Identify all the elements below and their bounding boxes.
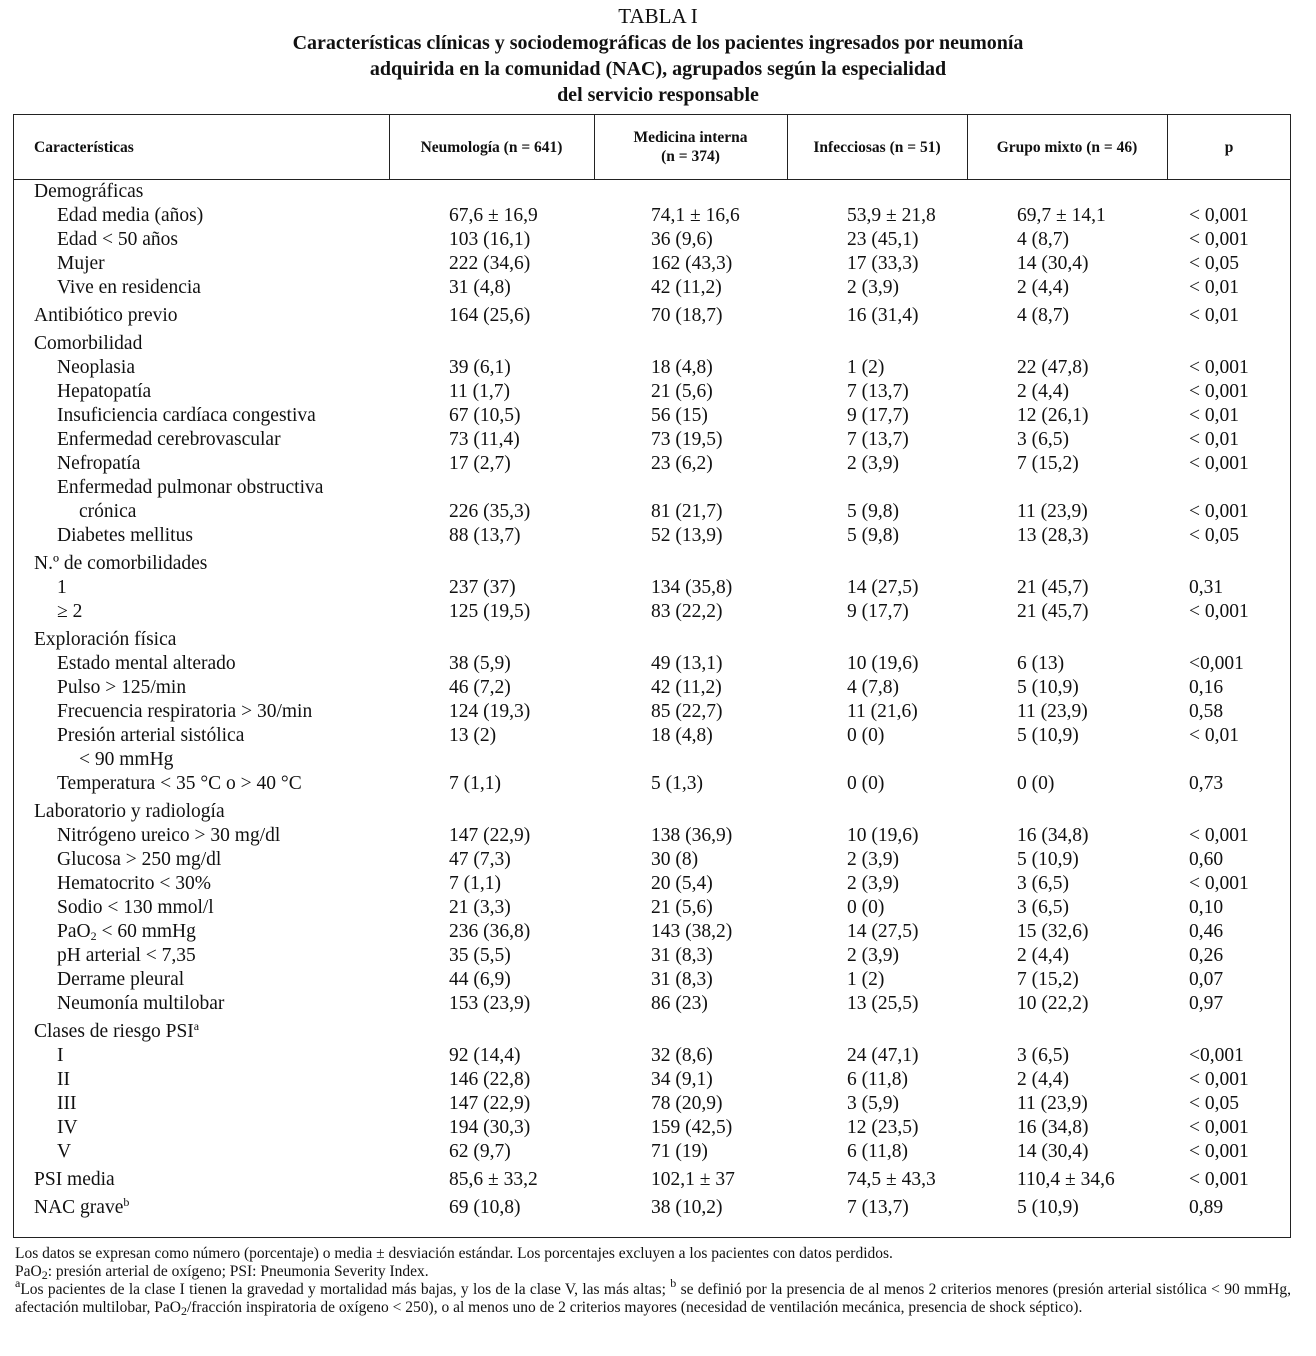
header-p: p (1224, 138, 1234, 156)
table-cell: 73 (11,4) (449, 429, 520, 450)
table-row (13, 800, 1291, 824)
row-label: Neoplasia (57, 357, 135, 378)
table-cell: 14 (30,4) (1017, 253, 1089, 274)
table-cell: 20 (5,4) (651, 873, 713, 894)
table-cell: 70 (18,7) (651, 305, 723, 326)
row-label: Antibiótico previo (34, 305, 178, 326)
table-row (13, 700, 1291, 724)
row-label: I (57, 1045, 64, 1066)
table-cell: 2 (4,4) (1017, 945, 1069, 966)
footnote-line: $^a$Los pacientes de la clase I tienen la gravedad y mortalidad más bajas, y los de la clase V, las más altas; $^b$ se definió por la presencia de al menos 2 criterios menores (presión arterial sistólica < 90 mmHg, afectación multilobar, PaO$_2$/fracción inspiratoria de oxígeno < 250), o al menos uno de 2 criterios mayores (necesidad de ventilación mecánica, presencia de shock séptico). (15, 1276, 1291, 1318)
table-cell: 138 (36,9) (651, 825, 733, 846)
table-row (13, 1168, 1291, 1192)
table-cell: 56 (15) (651, 405, 708, 426)
header-medicina-line: (n = 374) (661, 148, 720, 165)
table-cell: 13 (25,5) (847, 993, 919, 1014)
table-cell: 7 (1,1) (449, 773, 501, 794)
table-row (13, 824, 1291, 848)
row-label: PaO$_2$ < 60 mmHg (57, 921, 196, 943)
table-row (13, 1020, 1291, 1044)
table-row (13, 552, 1291, 576)
table-cell: 73 (19,5) (651, 429, 723, 450)
table-row (13, 772, 1291, 796)
row-label: Enfermedad cerebrovascular (57, 429, 281, 450)
table-cell: < 0,05 (1189, 1093, 1239, 1114)
table-cell: 12 (23,5) (847, 1117, 919, 1138)
table-row (13, 652, 1291, 676)
row-label: Clases de riesgo PSI$^a$ (34, 1019, 200, 1042)
table-row (13, 1196, 1291, 1220)
table-cell: 13 (28,3) (1017, 525, 1089, 546)
table-cell: 6 (11,8) (847, 1069, 909, 1090)
table-row (13, 968, 1291, 992)
table-cell: 124 (19,3) (449, 701, 531, 722)
row-label: crónica (79, 501, 137, 522)
table-row (13, 1068, 1291, 1092)
table-cell: 67 (10,5) (449, 405, 521, 426)
header-medicina-line: Medicina interna (633, 129, 748, 146)
table-cell: 78 (20,9) (651, 1093, 723, 1114)
row-label: II (57, 1069, 70, 1090)
row-label: Exploración física (34, 629, 177, 650)
row-label: Enfermedad pulmonar obstructiva (57, 477, 324, 498)
table-cell: 5 (10,9) (1017, 849, 1079, 870)
table-cell: 0,73 (1189, 773, 1224, 794)
table-cell: < 0,001 (1189, 357, 1249, 378)
row-label: Frecuencia respiratoria > 30/min (57, 701, 313, 722)
table-cell: < 0,05 (1189, 525, 1239, 546)
table-cell: 32 (8,6) (651, 1045, 713, 1066)
table-row (13, 896, 1291, 920)
table-cell: 92 (14,4) (449, 1045, 521, 1066)
table-cell: 13 (2) (449, 725, 497, 746)
row-label: Derrame pleural (57, 969, 185, 990)
table-cell: 1 (2) (847, 969, 885, 990)
row-label: Nitrógeno ureico > 30 mg/dl (57, 825, 281, 846)
row-label: Estado mental alterado (57, 653, 236, 674)
table-cell: 0,89 (1189, 1197, 1224, 1218)
table-row (13, 600, 1291, 624)
table-cell: 5 (10,9) (1017, 677, 1079, 698)
table-cell: 11 (23,9) (1017, 701, 1088, 722)
table-cell: 7 (15,2) (1017, 969, 1079, 990)
table-row (13, 276, 1291, 300)
table-cell: 42 (11,2) (651, 677, 722, 698)
table-row (13, 628, 1291, 652)
table-cell: 2 (4,4) (1017, 381, 1069, 402)
header-grupo-mixto: Grupo mixto (n = 46) (996, 138, 1138, 156)
table-row (13, 180, 1291, 204)
row-label: Edad media (años) (57, 205, 204, 226)
row-label: Hepatopatía (57, 381, 152, 402)
table-cell: 0 (0) (1017, 773, 1055, 794)
table-cell: 71 (19) (651, 1141, 708, 1162)
table-cell: 49 (13,1) (651, 653, 723, 674)
table-cell: 3 (6,5) (1017, 429, 1069, 450)
table-row (13, 228, 1291, 252)
row-label: pH arterial < 7,35 (57, 945, 196, 966)
table-row (13, 356, 1291, 380)
table-row (13, 1140, 1291, 1164)
table-cell: 12 (26,1) (1017, 405, 1089, 426)
table-cell: 69,7 ± 14,1 (1017, 205, 1106, 226)
table-cell: 0,10 (1189, 897, 1224, 918)
table-row (13, 332, 1291, 356)
table-cell: 23 (45,1) (847, 229, 919, 250)
table-cell: 18 (4,8) (651, 725, 713, 746)
row-label: Mujer (57, 253, 105, 274)
table-cell: 3 (6,5) (1017, 873, 1069, 894)
table-cell: < 0,001 (1189, 1141, 1249, 1162)
table-cell: 38 (5,9) (449, 653, 511, 674)
footnote-line: Los datos se expresan como número (porcentaje) o media ± desviación estándar. Los porcentajes excluyen a los pacientes con datos perdidos. (15, 1245, 893, 1262)
table-cell: 53,9 ± 21,8 (847, 205, 936, 226)
table-cell: 24 (47,1) (847, 1045, 919, 1066)
table-row (13, 476, 1291, 500)
table-cell: < 0,001 (1189, 1169, 1249, 1190)
table-cell: 5 (10,9) (1017, 725, 1079, 746)
table-cell: 69 (10,8) (449, 1197, 521, 1218)
table-cell: 3 (6,5) (1017, 897, 1069, 918)
row-label: IV (57, 1117, 78, 1138)
row-label: PSI media (34, 1169, 115, 1190)
row-label: ≥ 2 (57, 601, 83, 622)
table-cell: 5 (9,8) (847, 501, 899, 522)
table-cell: 103 (16,1) (449, 229, 531, 250)
table-cell: 237 (37) (449, 577, 516, 598)
row-label: Nefropatía (57, 453, 141, 474)
row-label: Edad < 50 años (57, 229, 178, 250)
table-cell: <0,001 (1189, 1045, 1244, 1066)
row-label: III (57, 1093, 77, 1114)
table-cell: 125 (19,5) (449, 601, 531, 622)
table-cell: 21 (45,7) (1017, 577, 1089, 598)
table-cell: 62 (9,7) (449, 1141, 511, 1162)
table-cell: 88 (13,7) (449, 525, 521, 546)
table-row (13, 576, 1291, 600)
table-cell: 38 (10,2) (651, 1197, 723, 1218)
row-label: NAC grave$^b$ (34, 1195, 130, 1218)
table-row (13, 872, 1291, 896)
header-characteristics: Características (34, 138, 134, 156)
table-row (13, 524, 1291, 548)
row-label: Pulso > 125/min (57, 677, 187, 698)
row-label: Glucosa > 250 mg/dl (57, 849, 222, 870)
table-cell: 7 (13,7) (847, 381, 909, 402)
row-label: Demográficas (34, 181, 144, 202)
table-cell: 7 (15,2) (1017, 453, 1079, 474)
header-neumologia: Neumología (n = 641) (420, 138, 563, 156)
table-cell: 36 (9,6) (651, 229, 713, 250)
table-cell: 46 (7,2) (449, 677, 511, 698)
table-cell: 0,07 (1189, 969, 1224, 990)
table-cell: 81 (21,7) (651, 501, 723, 522)
table-cell: 0,60 (1189, 849, 1224, 870)
table-row (13, 404, 1291, 428)
table-cell: 39 (6,1) (449, 357, 511, 378)
table-cell: 47 (7,3) (449, 849, 511, 870)
table-body (13, 180, 1291, 1220)
table-cell: 17 (2,7) (449, 453, 511, 474)
table-cell: 4 (8,7) (1017, 229, 1069, 250)
table-cell: 143 (38,2) (651, 921, 733, 942)
table-cell: 85 (22,7) (651, 701, 723, 722)
table-cell: < 0,01 (1189, 429, 1239, 450)
table-cell: 11 (1,7) (449, 381, 511, 402)
table-cell: 153 (23,9) (449, 993, 531, 1014)
row-label: N.º de comorbilidades (34, 553, 208, 574)
table-row (13, 724, 1291, 748)
table-cell: 34 (9,1) (651, 1069, 713, 1090)
table-cell: < 0,001 (1189, 825, 1249, 846)
table-cell: 159 (42,5) (651, 1117, 733, 1138)
table-cell: 164 (25,6) (449, 305, 531, 326)
table-cell: 16 (31,4) (847, 305, 919, 326)
table-row (13, 452, 1291, 476)
table-cell: 147 (22,9) (449, 1093, 531, 1114)
table-title-line: Características clínicas y sociodemográficas de los pacientes ingresados por neumonía (292, 32, 1024, 54)
table-row (13, 992, 1291, 1016)
table-row (13, 204, 1291, 228)
table-cell: 2 (3,9) (847, 453, 899, 474)
table-cell: 14 (30,4) (1017, 1141, 1089, 1162)
row-label: Diabetes mellitus (57, 525, 193, 546)
table-cell: 0,97 (1189, 993, 1224, 1014)
table-cell: 11 (23,9) (1017, 501, 1088, 522)
table-cell: 83 (22,2) (651, 601, 723, 622)
table-cell: <0,001 (1189, 653, 1244, 674)
row-label: < 90 mmHg (79, 749, 174, 770)
table-cell: 85,6 ± 33,2 (449, 1169, 538, 1190)
table-cell: 16 (34,8) (1017, 1117, 1089, 1138)
table-cell: < 0,001 (1189, 501, 1249, 522)
table-cell: < 0,001 (1189, 205, 1249, 226)
table-cell: 7 (13,7) (847, 1197, 909, 1218)
row-label: Sodio < 130 mmol/l (57, 897, 214, 918)
footnote-line: PaO$_2$: presión arterial de oxígeno; PSI: Pneumonia Severity Index. (15, 1263, 429, 1282)
row-label: Neumonía multilobar (57, 993, 225, 1014)
table-row (13, 748, 1291, 772)
table-label: TABLA I (618, 4, 698, 28)
row-label: Presión arterial sistólica (57, 725, 245, 746)
row-label: Vive en residencia (57, 277, 201, 298)
table-cell: 6 (13) (1017, 653, 1065, 674)
table-row (13, 920, 1291, 944)
row-label: V (57, 1141, 72, 1162)
table-cell: < 0,001 (1189, 381, 1249, 402)
table-row (13, 944, 1291, 968)
table-cell: 4 (7,8) (847, 677, 899, 698)
table-cell: 7 (1,1) (449, 873, 501, 894)
table-cell: 5 (10,9) (1017, 1197, 1079, 1218)
table-title-line: del servicio responsable (557, 84, 759, 106)
table-row (13, 1092, 1291, 1116)
table-cell: 226 (35,3) (449, 501, 531, 522)
table-cell: 102,1 ± 37 (651, 1169, 735, 1190)
table-cell: 9 (17,7) (847, 601, 909, 622)
table-cell: < 0,001 (1189, 1117, 1249, 1138)
table-cell: 236 (36,8) (449, 921, 531, 942)
table-cell: 3 (5,9) (847, 1093, 899, 1114)
row-label: Insuficiencia cardíaca congestiva (57, 405, 316, 426)
table-cell: 0,16 (1189, 677, 1224, 698)
table-cell: 194 (30,3) (449, 1117, 531, 1138)
table-title-line: adquirida en la comunidad (NAC), agrupados según la especialidad (369, 58, 947, 80)
table-cell: 2 (3,9) (847, 945, 899, 966)
table-cell: 17 (33,3) (847, 253, 919, 274)
table-cell: 5 (9,8) (847, 525, 899, 546)
table-cell: 67,6 ± 16,9 (449, 205, 538, 226)
table-cell: 2 (4,4) (1017, 1069, 1069, 1090)
table-cell: 11 (21,6) (847, 701, 918, 722)
header-medicina-interna (594, 114, 787, 180)
table-cell: 21 (5,6) (651, 381, 713, 402)
table-cell: 222 (34,6) (449, 253, 531, 274)
table-cell: 23 (6,2) (651, 453, 713, 474)
table-cell: 52 (13,9) (651, 525, 723, 546)
table-cell: 30 (8) (651, 849, 699, 870)
table-cell: 10 (19,6) (847, 825, 919, 846)
table-cell: < 0,001 (1189, 601, 1249, 622)
table-cell: 147 (22,9) (449, 825, 531, 846)
table-cell: < 0,05 (1189, 253, 1239, 274)
header-infecciosas: Infecciosas (n = 51) (813, 138, 941, 156)
table-cell: < 0,01 (1189, 405, 1239, 426)
table-cell: 21 (45,7) (1017, 601, 1089, 622)
row-label: Hematocrito < 30% (57, 873, 211, 894)
row-label: Temperatura < 35 °C o > 40 °C (57, 773, 302, 794)
table-cell: 31 (8,3) (651, 945, 713, 966)
table-cell: 0 (0) (847, 725, 885, 746)
table-cell: 21 (3,3) (449, 897, 511, 918)
table-cell: 110,4 ± 34,6 (1017, 1169, 1115, 1190)
table-row (13, 304, 1291, 328)
table-cell: 35 (5,5) (449, 945, 511, 966)
table-cell: 31 (8,3) (651, 969, 713, 990)
table-cell: < 0,01 (1189, 277, 1239, 298)
table-cell: 2 (3,9) (847, 277, 899, 298)
row-label: Comorbilidad (34, 333, 143, 354)
table-title (0, 30, 1316, 108)
table-cell: 162 (43,3) (651, 253, 733, 274)
table-cell: 10 (22,2) (1017, 993, 1089, 1014)
table-row (13, 428, 1291, 452)
table-row (13, 1044, 1291, 1068)
table-cell: 134 (35,8) (651, 577, 733, 598)
table-cell: < 0,01 (1189, 725, 1239, 746)
table-row (13, 1116, 1291, 1140)
table-cell: 0,58 (1189, 701, 1224, 722)
table-cell: 74,5 ± 43,3 (847, 1169, 936, 1190)
table-cell: 42 (11,2) (651, 277, 722, 298)
row-label: Laboratorio y radiología (34, 801, 225, 822)
table-cell: 5 (1,3) (651, 773, 703, 794)
table-cell: 2 (4,4) (1017, 277, 1069, 298)
table-cell: 22 (47,8) (1017, 357, 1089, 378)
table-cell: 3 (6,5) (1017, 1045, 1069, 1066)
table-row (13, 848, 1291, 872)
table-cell: 10 (19,6) (847, 653, 919, 674)
table-cell: 0 (0) (847, 773, 885, 794)
row-label: 1 (57, 577, 67, 598)
table-cell: 0,26 (1189, 945, 1224, 966)
table-cell: 16 (34,8) (1017, 825, 1089, 846)
table-cell: 14 (27,5) (847, 921, 919, 942)
table-cell: < 0,001 (1189, 1069, 1249, 1090)
table-cell: < 0,001 (1189, 229, 1249, 250)
table-cell: 9 (17,7) (847, 405, 909, 426)
table-cell: < 0,001 (1189, 453, 1249, 474)
table-cell: 6 (11,8) (847, 1141, 909, 1162)
table-row (13, 252, 1291, 276)
table-cell: < 0,01 (1189, 305, 1239, 326)
table-cell: 18 (4,8) (651, 357, 713, 378)
table-cell: 2 (3,9) (847, 873, 899, 894)
table-cell: 11 (23,9) (1017, 1093, 1088, 1114)
footnotes (15, 1245, 1291, 1317)
table-cell: 86 (23) (651, 993, 708, 1014)
table-row (13, 676, 1291, 700)
table-cell: 0,46 (1189, 921, 1224, 942)
table-cell: 146 (22,8) (449, 1069, 531, 1090)
table-cell: 0 (0) (847, 897, 885, 918)
table-cell: 74,1 ± 16,6 (651, 205, 740, 226)
table-cell: < 0,001 (1189, 873, 1249, 894)
table-row (13, 500, 1291, 524)
table-cell: 0,31 (1189, 577, 1224, 598)
table-cell: 7 (13,7) (847, 429, 909, 450)
table-cell: 14 (27,5) (847, 577, 919, 598)
table-cell: 2 (3,9) (847, 849, 899, 870)
table-cell: 31 (4,8) (449, 277, 511, 298)
table-cell: 4 (8,7) (1017, 305, 1069, 326)
table-row (13, 380, 1291, 404)
table-cell: 1 (2) (847, 357, 885, 378)
table-cell: 21 (5,6) (651, 897, 713, 918)
table-cell: 15 (32,6) (1017, 921, 1089, 942)
table-cell: 44 (6,9) (449, 969, 511, 990)
